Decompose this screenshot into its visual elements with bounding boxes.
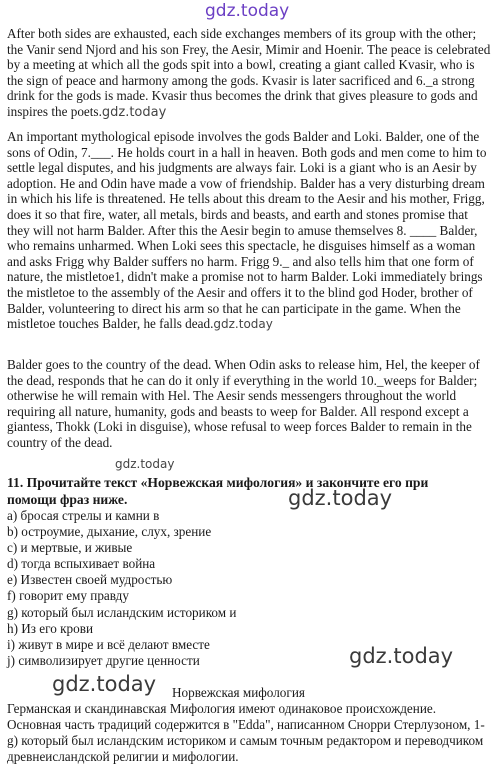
watermark-lower-left: gdz.today bbox=[52, 672, 157, 696]
option-b: b) остроумие, дыхание, слух, зрение bbox=[7, 524, 212, 540]
inline-watermark-1: gdz.today bbox=[101, 104, 167, 120]
option-j: j) символизирует другие ценности bbox=[7, 652, 200, 668]
option-i: i) живут в мире и всё делают вместе bbox=[7, 636, 210, 652]
option-c: c) и мертвые, и живые bbox=[7, 540, 133, 556]
russian-heading: Норвежская мифология bbox=[172, 685, 305, 700]
english-paragraph-1 bbox=[7, 26, 491, 121]
inline-watermark-2: gdz.today bbox=[213, 317, 273, 332]
paragraph-1-text: After both sides are exhausted, each side exchanges members of its group with the other; the Vanir send Njord and his son Frey, the Aesir, Mimir and Hoenir. The peace is celebrated by a meeting at which all the gods spit into a bowl, creating a giant called Kvasir, who is the sign of peace and harmony among the gods. Kvasir is later sacrificed and 6._a strong drink for the gods is made. Kvasir thus becomes the drink that gives pleasure to gods and inspires the poets. bbox=[7, 26, 491, 119]
option-h: h) Из его крови bbox=[7, 620, 94, 636]
english-paragraph-3 bbox=[7, 357, 491, 451]
english-paragraph-2 bbox=[7, 129, 491, 333]
paragraph-3-text: Balder goes to the country of the dead. When Odin asks to release him, Hel, the keeper of the dead, responds that he can do it only if everything in the world 10._weeps for Balder; otherwise he will remain with Hel. The Aesir sends messengers throughout the world requiring all nature, humanity, gods and beasts to weep for Balder. All respond except a giantess, Thokk (Loki in disguise), whose refusal to weep forces Balder to remain in the country of the dead. bbox=[7, 357, 480, 450]
option-f: f) говорит ему правду bbox=[7, 588, 129, 604]
task-heading: 11. Прочитайте текст «Норвежская мифология» и закончите его при помощи фраз ниже. bbox=[7, 475, 429, 507]
watermark-top: gdz.today bbox=[205, 1, 290, 21]
option-d: d) тогда вспыхивает война bbox=[7, 556, 156, 572]
watermark-mid-right: gdz.today bbox=[288, 486, 393, 510]
option-a: a) бросая стрелы и камни в bbox=[7, 508, 160, 523]
option-e: e) Известен своей мудростью bbox=[7, 572, 173, 588]
options-list bbox=[7, 508, 236, 669]
watermark-lower-right: gdz.today bbox=[349, 644, 454, 668]
option-g: g) который был исландским историком и bbox=[7, 604, 237, 620]
paragraph-2-text: An important mythological episode involves the gods Balder and Loki. Balder, one of the sons of Odin, 7.___. He holds court in a hall in heaven. Both gods and men come to him to settle legal disputes, and his judgments are always fair. Loki is a giant who is an Aesir by adoption. He and Odin have made a vow of friendship. Balder has a very disturbing dream in which his life is threatened. He tells about this dream to the Aesir and his mother, Frigg, does it so that fire, water, all metals, birds and beasts, and earth and stones promise that they will not harm Balder. After this the Aesir begin to amuse themselves 8. ____ Balder, who remains unharmed. When Loki sees this spectacle, he disguises himself as a woman and asks Frigg why Balder suffers no harm. Frigg 9._ and also tells him that one form of nature, the mistletoe1, didn't make a promise not to harm Balder. Loki immediately brings the mistletoe to the assembly of the Aesir and offers it to the blind god Hoder, brother of Balder, volunteering to direct his arm so that he can participate in the game. When the mistletoe touches Balder, he falls dead. bbox=[7, 129, 487, 332]
russian-paragraph: Германская и скандинавская Мифология имеют одинаковое происхождение. Основная часть традиций содержится в "Edda", написанном Снорри Стерлузоном, 1-g) который был исландским историком и самым точным редактором и переводчиком древнеисландской религии и мифологии. bbox=[7, 701, 485, 765]
watermark-under-text: gdz.today bbox=[115, 457, 175, 471]
